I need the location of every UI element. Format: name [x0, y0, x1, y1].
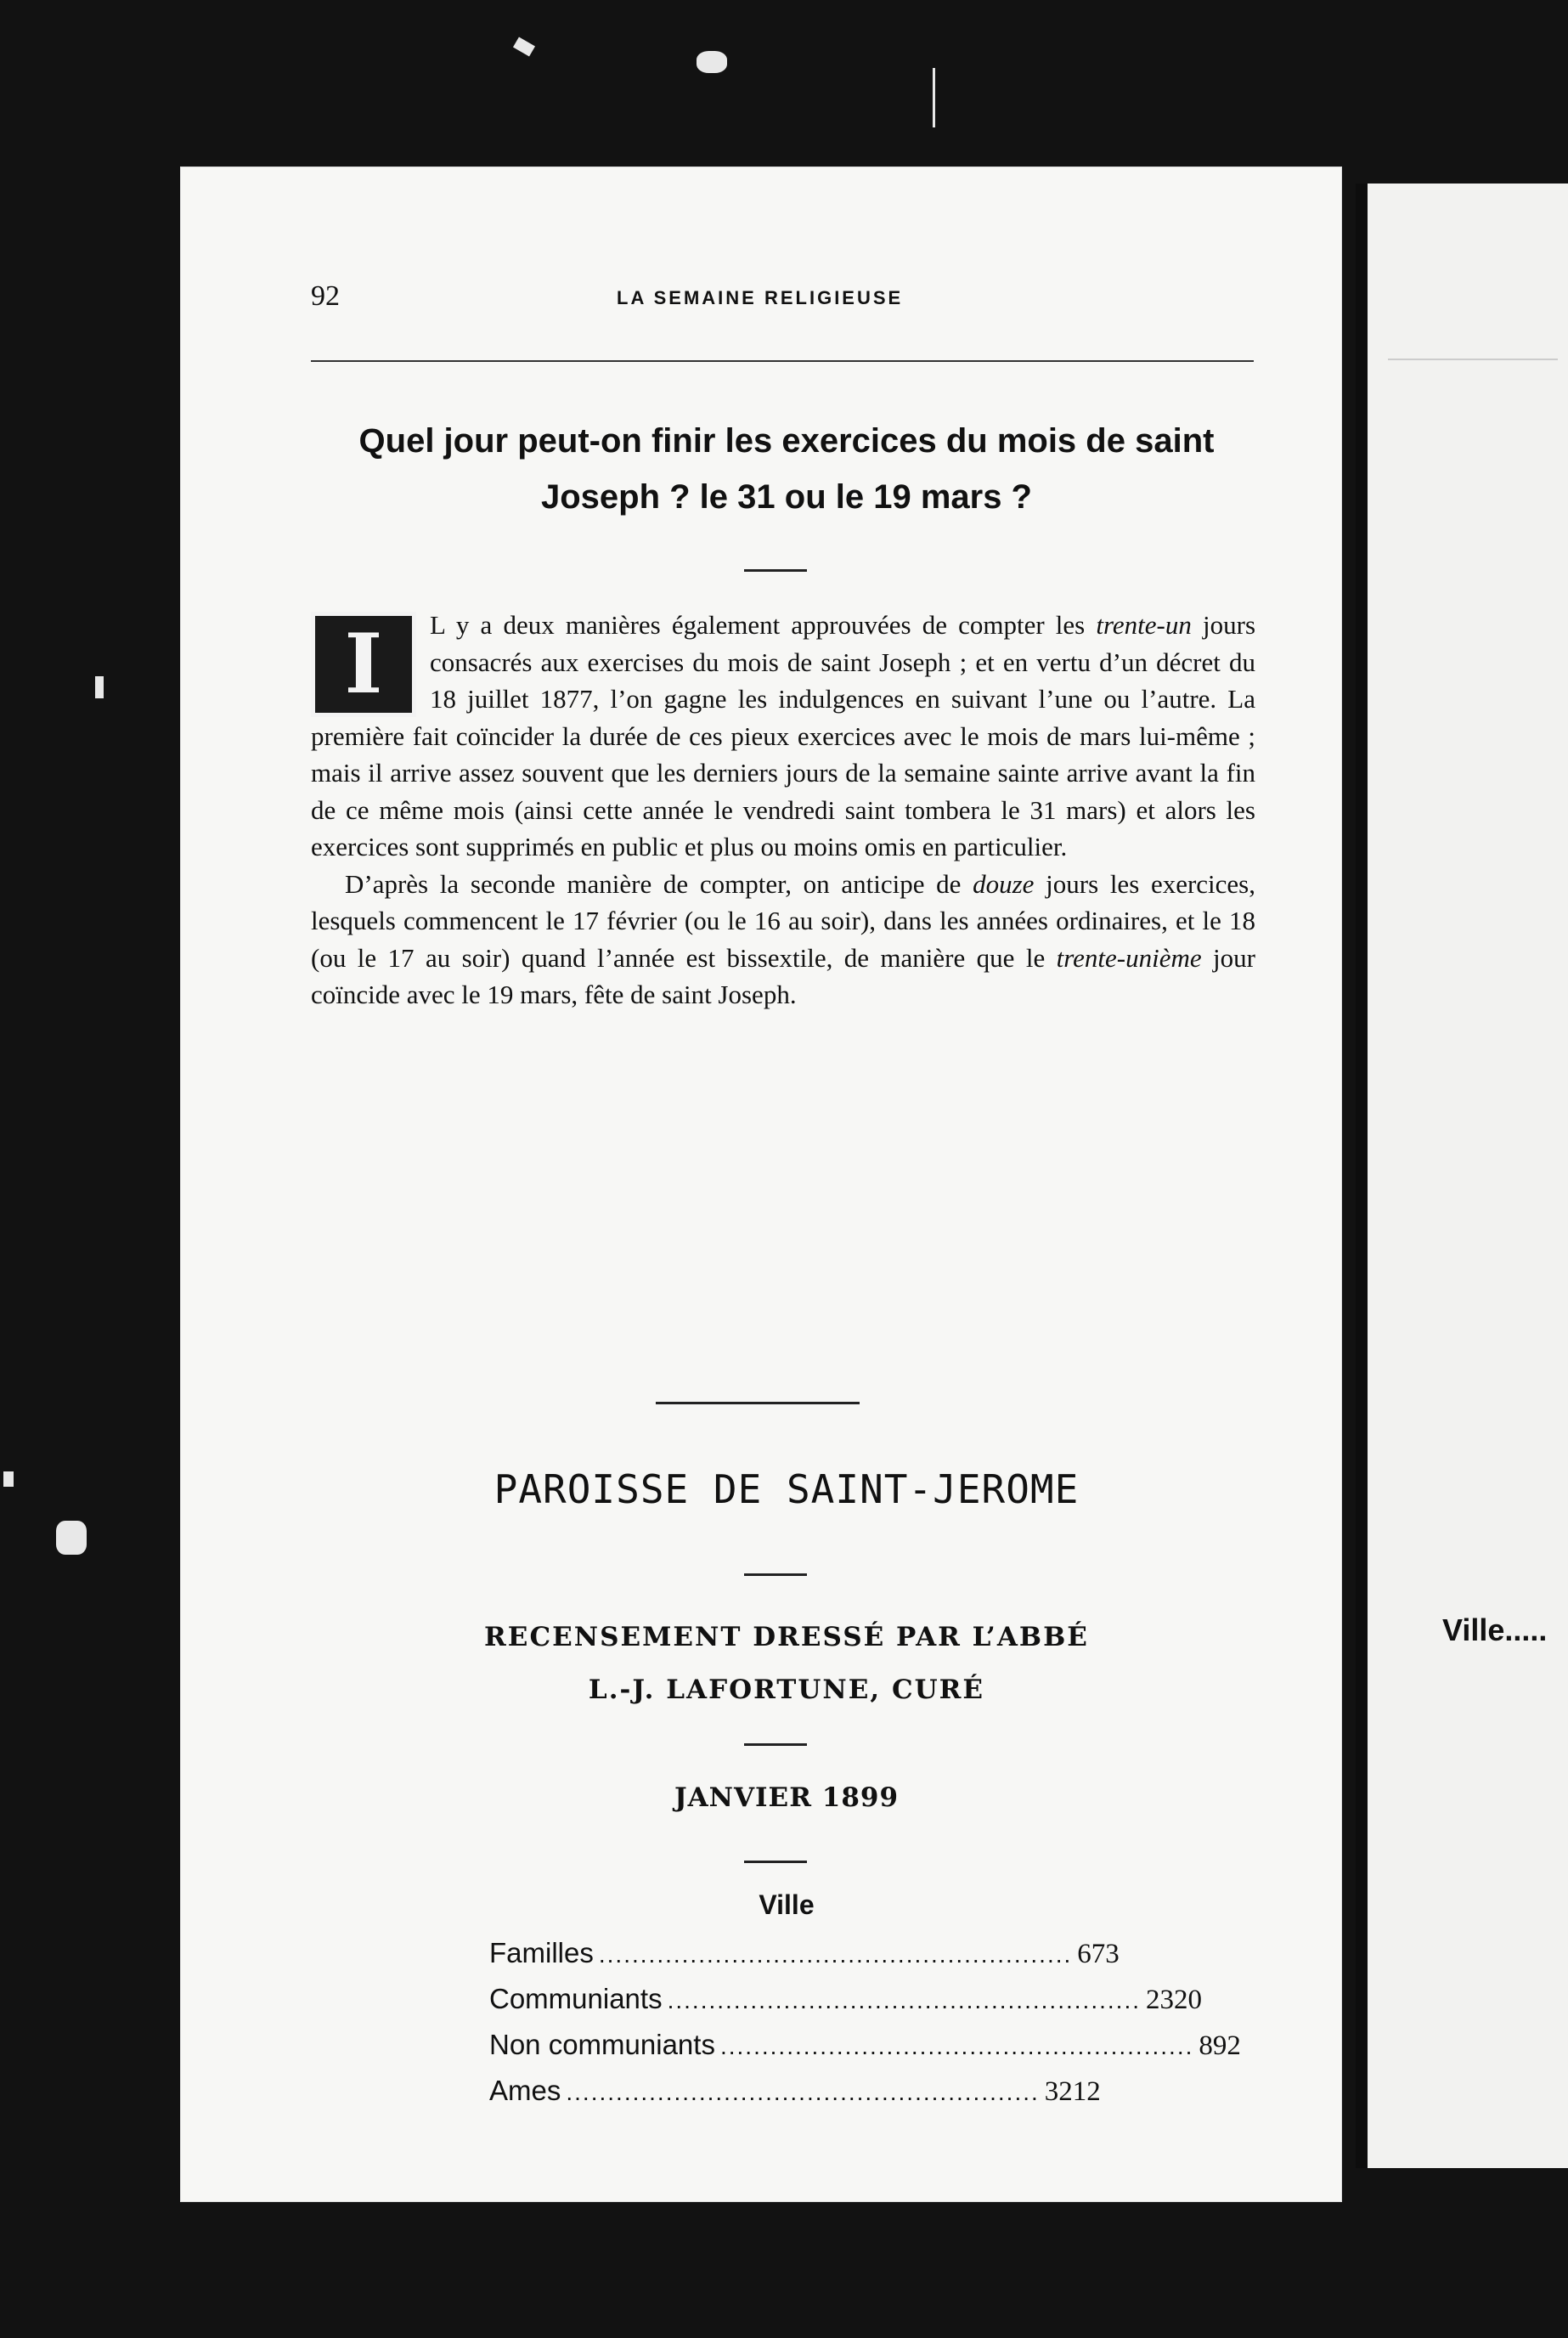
scan-speck [697, 51, 727, 73]
dropcap-ornament [311, 612, 416, 717]
facing-page-edge [1356, 184, 1568, 2168]
row-value: 3212 [1044, 2076, 1101, 2107]
row-label: Familles [489, 1937, 594, 1968]
census-line-2: L.-J. LAFORTUNE, CURÉ [588, 1674, 985, 1705]
section-heading-ville: Ville [759, 1889, 815, 1920]
scan-speck [95, 676, 104, 698]
dot-leader: ......................................................... [719, 2033, 1194, 2059]
page-header [311, 280, 1262, 323]
dot-leader: ......................................................... [566, 2079, 1040, 2105]
dot-leader: ......................................................... [598, 1941, 1073, 1968]
scan-speck [513, 37, 535, 56]
census-line-1: RECENSEMENT DRESSÉ PAR L’ABBÉ [484, 1622, 1089, 1652]
census-date: JANVIER 1899 [674, 1782, 900, 1813]
facing-page-ville: Ville..... [1442, 1612, 1548, 1647]
page-number: 92 [311, 280, 340, 312]
ornamental-rule [744, 1573, 807, 1576]
row-label: Ames [489, 2075, 561, 2106]
row-label: Non communiants [489, 2029, 715, 2060]
document-page [180, 167, 1342, 2202]
facing-page-rule [1388, 359, 1558, 360]
row-label: Communiants [489, 1983, 663, 2014]
census-table [489, 1937, 1241, 2121]
table-row [489, 1983, 1202, 2029]
paragraph-2: D’après la seconde manière de compter, on anticipe de douze jours les exercices, lesquels commencent le 17 février (ou le 16 au soir), dans les années ordinaires, et le 18 (ou le 17 au soir) quand l’année est bissextile, de manière que le trente-unième jour coïncide avec le 19 mars, fête de saint Joseph. [311, 868, 1255, 1009]
scan-speck [933, 68, 935, 127]
question-line-2: Joseph ? le 31 ou le 19 mars ? [540, 478, 1032, 516]
table-row [489, 2029, 1241, 2075]
dropcap-letter: I [344, 616, 383, 712]
table-row [489, 1937, 1120, 1983]
table-row [489, 2075, 1101, 2121]
row-value: 892 [1199, 2030, 1241, 2061]
article-body [311, 607, 1255, 1014]
running-title: LA SEMAINE RELIGIEUSE [617, 287, 904, 308]
row-value: 673 [1077, 1939, 1120, 1969]
question-line-1: Quel jour peut-on finir les exercices du mois de saint [358, 422, 1215, 460]
ornamental-rule [744, 1743, 807, 1746]
row-value: 2320 [1146, 1985, 1202, 2015]
scan-speck [56, 1521, 87, 1555]
question-heading [311, 413, 1262, 525]
header-divider [311, 360, 1254, 362]
dot-leader: ......................................................... [667, 1987, 1141, 2013]
ornamental-rule [744, 569, 807, 572]
ornamental-rule [744, 1861, 807, 1863]
parish-title: PAROISSE DE SAINT-JEROME [494, 1466, 1080, 1512]
section-divider [656, 1402, 860, 1404]
paragraph-1: L y a deux manières également approuvées de compter les trente-un jours consacrés aux exercises du mois de saint Joseph ; et en vertu d’un décret du 18 juillet 1877, l’on gagne les indulgences en suivant l’une ou l’autre. La première fait coïncider la durée de ces pieux exercices avec le mois de mars lui-même ; mais il arrive assez souvent que les derniers jours de la semaine sainte arrive avant la fin de ce même mois (ainsi cette année le vendredi saint tombera le 31 mars) et alors les exercices sont supprimés en public et plus ou moins omis en particulier. [311, 610, 1256, 861]
scan-speck [3, 1471, 14, 1487]
census-heading [311, 1611, 1262, 1716]
